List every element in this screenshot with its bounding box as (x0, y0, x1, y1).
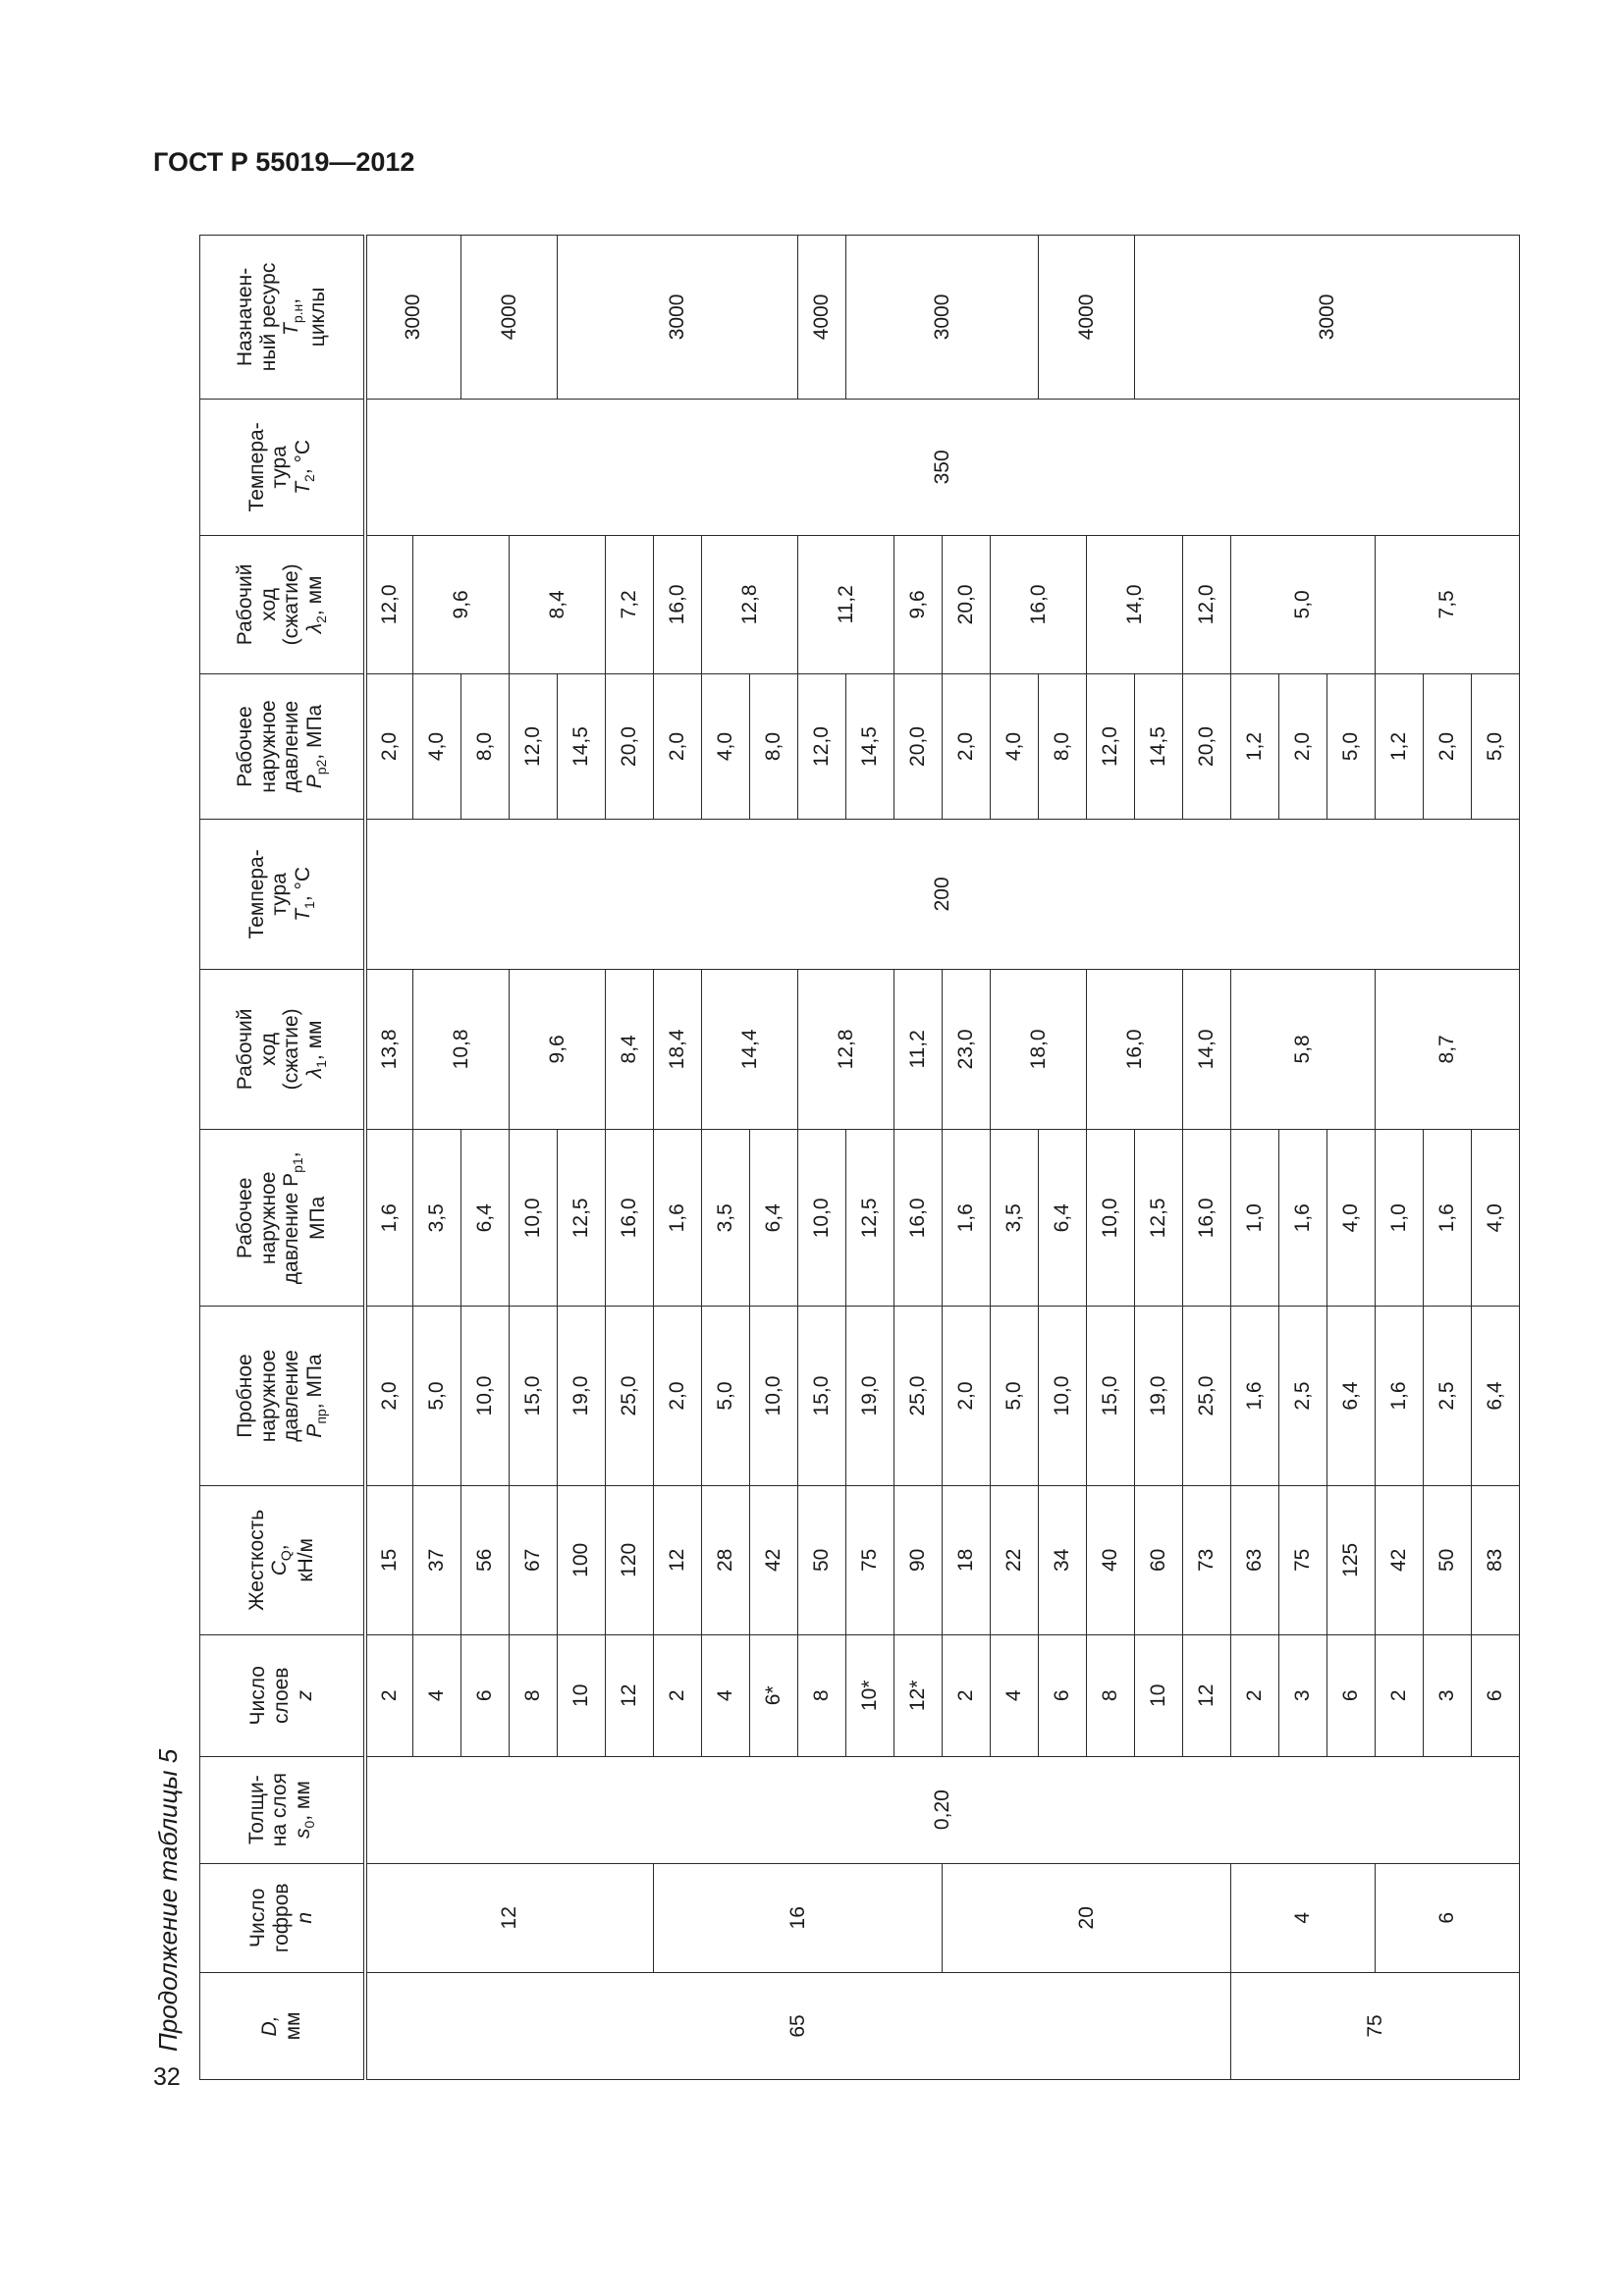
cell-d: 75 (1231, 1972, 1520, 2079)
cell-lambda1: 10,8 (413, 969, 510, 1130)
cell-lambda1: 18,0 (991, 969, 1087, 1130)
cell-c: 125 (1327, 1485, 1376, 1634)
cell-c: 100 (558, 1485, 606, 1634)
cell-pp2: 5,0 (1327, 673, 1376, 819)
cell-z: 8 (510, 1635, 558, 1757)
cell-c: 120 (606, 1485, 654, 1634)
cell-z: 10 (558, 1635, 606, 1757)
cell-pp1: 1,0 (1231, 1130, 1279, 1307)
cell-z: 2 (943, 1635, 991, 1757)
cell-c: 56 (461, 1485, 510, 1634)
cell-pp2: 20,0 (894, 673, 943, 819)
cell-ppr: 19,0 (846, 1307, 894, 1485)
cell-z: 3 (1424, 1635, 1472, 1757)
cell-ppr: 2,0 (654, 1307, 702, 1485)
cell-lambda2: 5,0 (1231, 535, 1376, 673)
cell-c: 22 (991, 1485, 1039, 1634)
cell-lambda1: 16,0 (1087, 969, 1183, 1130)
cell-z: 8 (1087, 1635, 1135, 1757)
cell-pp2: 14,5 (558, 673, 606, 819)
cell-pp2: 2,0 (1424, 673, 1472, 819)
cell-c: 34 (1039, 1485, 1087, 1634)
cell-ppr: 5,0 (413, 1307, 461, 1485)
cell-c: 15 (365, 1485, 413, 1634)
cell-pp1: 10,0 (510, 1130, 558, 1307)
cell-c: 12 (654, 1485, 702, 1634)
cell-pp1: 1,6 (943, 1130, 991, 1307)
cell-lambda2: 11,2 (798, 535, 894, 673)
cell-lambda1: 12,8 (798, 969, 894, 1130)
cell-z: 2 (1231, 1635, 1279, 1757)
header-temperature-1: Темпера- тура $T_1$, °С (200, 820, 365, 969)
cell-pp1: 4,0 (1472, 1130, 1520, 1307)
cell-lambda1: 14,4 (702, 969, 798, 1130)
cell-n: 16 (654, 1863, 943, 1972)
cell-ppr: 1,6 (1231, 1307, 1279, 1485)
cell-resource: 4000 (798, 236, 846, 400)
cell-ppr: 5,0 (991, 1307, 1039, 1485)
cell-pp1: 1,6 (1424, 1130, 1472, 1307)
cell-lambda2: 12,0 (365, 535, 413, 673)
cell-resource: 4000 (1039, 236, 1135, 400)
cell-z: 3 (1279, 1635, 1327, 1757)
cell-pp2: 12,0 (798, 673, 846, 819)
cell-z: 6* (750, 1635, 798, 1757)
cell-pp2: 2,0 (943, 673, 991, 819)
cell-z: 4 (413, 1635, 461, 1757)
cell-pp2: 20,0 (606, 673, 654, 819)
cell-z: 2 (1376, 1635, 1424, 1757)
cell-ppr: 2,0 (365, 1307, 413, 1485)
header-stiffness: Жесткость $C_Q$, кН/м (200, 1485, 365, 1634)
header-layers: Число слоев z (200, 1635, 365, 1757)
cell-c: 40 (1087, 1485, 1135, 1634)
cell-pp1: 6,4 (750, 1130, 798, 1307)
cell-pp1: 1,0 (1376, 1130, 1424, 1307)
cell-pp2: 4,0 (702, 673, 750, 819)
header-work-pressure-1: Рабочее наружное давление $P_{р1}$, МПа (200, 1130, 365, 1307)
cell-z: 6 (1472, 1635, 1520, 1757)
cell-pp2: 4,0 (413, 673, 461, 819)
cell-lambda2: 20,0 (943, 535, 991, 673)
cell-c: 60 (1135, 1485, 1183, 1634)
cell-lambda1: 8,4 (606, 969, 654, 1130)
header-temperature-2: Темпера- тура $T_2$, °С (200, 399, 365, 535)
header-stroke-1: Рабочий ход (сжатие) $\lambda_1$, мм (200, 969, 365, 1130)
cell-pp2: 1,2 (1376, 673, 1424, 819)
cell-pp2: 8,0 (1039, 673, 1087, 819)
cell-ppr: 6,4 (1327, 1307, 1376, 1485)
cell-c: 73 (1183, 1485, 1231, 1634)
cell-pp1: 1,6 (1279, 1130, 1327, 1307)
cell-ppr: 15,0 (1087, 1307, 1135, 1485)
cell-pp2: 20,0 (1183, 673, 1231, 819)
cell-resource: 3000 (558, 236, 798, 400)
header-corrugations: Число гофров n (200, 1863, 365, 1972)
cell-pp2: 5,0 (1472, 673, 1520, 819)
cell-lambda1: 13,8 (365, 969, 413, 1130)
cell-pp1: 16,0 (606, 1130, 654, 1307)
cell-lambda2: 16,0 (654, 535, 702, 673)
cell-pp1: 12,5 (558, 1130, 606, 1307)
cell-ppr: 10,0 (750, 1307, 798, 1485)
cell-pp2: 14,5 (846, 673, 894, 819)
cell-c: 42 (1376, 1485, 1424, 1634)
header-test-pressure: Пробное наружное давление $P_{пр}$, МПа (200, 1307, 365, 1485)
cell-resource: 3000 (1135, 236, 1520, 400)
cell-pp1: 1,6 (654, 1130, 702, 1307)
cell-z: 8 (798, 1635, 846, 1757)
cell-n: 12 (365, 1863, 654, 1972)
cell-pp1: 6,4 (461, 1130, 510, 1307)
cell-z: 2 (365, 1635, 413, 1757)
cell-lambda2: 16,0 (991, 535, 1087, 673)
cell-ppr: 15,0 (510, 1307, 558, 1485)
cell-lambda2: 7,2 (606, 535, 654, 673)
table-container (199, 235, 1507, 2080)
header-row (200, 236, 365, 2080)
cell-z: 12 (606, 1635, 654, 1757)
cell-pp2: 1,2 (1231, 673, 1279, 819)
cell-ppr: 2,5 (1424, 1307, 1472, 1485)
cell-n: 4 (1231, 1863, 1376, 1972)
cell-pp1: 16,0 (894, 1130, 943, 1307)
cell-n: 6 (1376, 1863, 1520, 1972)
cell-z: 10* (846, 1635, 894, 1757)
cell-pp1: 16,0 (1183, 1130, 1231, 1307)
cell-z: 10 (1135, 1635, 1183, 1757)
cell-c: 75 (1279, 1485, 1327, 1634)
header-d: D, мм (200, 1972, 365, 2079)
cell-ppr: 25,0 (1183, 1307, 1231, 1485)
cell-z: 6 (1327, 1635, 1376, 1757)
cell-c: 83 (1472, 1485, 1520, 1634)
cell-lambda1: 23,0 (943, 969, 991, 1130)
cell-pp1: 10,0 (798, 1130, 846, 1307)
cell-resource: 4000 (461, 236, 558, 400)
document-title: ГОСТ Р 55019—2012 (153, 147, 415, 177)
cell-s0: 0,20 (365, 1756, 1520, 1863)
cell-lambda2: 7,5 (1376, 535, 1520, 673)
cell-pp2: 2,0 (365, 673, 413, 819)
table-caption: Продолжение таблицы 5 (153, 1748, 183, 2052)
cell-pp1: 3,5 (702, 1130, 750, 1307)
cell-pp1: 4,0 (1327, 1130, 1376, 1307)
cell-ppr: 19,0 (1135, 1307, 1183, 1485)
cell-ppr: 2,5 (1279, 1307, 1327, 1485)
cell-pp1: 3,5 (991, 1130, 1039, 1307)
cell-lambda2: 8,4 (510, 535, 606, 673)
cell-pp1: 10,0 (1087, 1130, 1135, 1307)
cell-lambda1: 8,7 (1376, 969, 1520, 1130)
cell-pp2: 8,0 (750, 673, 798, 819)
header-layer-thickness: Толщи- на слоя $s_0$, мм (200, 1756, 365, 1863)
cell-c: 37 (413, 1485, 461, 1634)
cell-c: 90 (894, 1485, 943, 1634)
cell-resource: 3000 (365, 236, 461, 400)
cell-c: 18 (943, 1485, 991, 1634)
cell-pp2: 12,0 (510, 673, 558, 819)
cell-z: 6 (1039, 1635, 1087, 1757)
cell-pp2: 12,0 (1087, 673, 1135, 819)
cell-pp1: 1,6 (365, 1130, 413, 1307)
cell-pp1: 3,5 (413, 1130, 461, 1307)
cell-c: 67 (510, 1485, 558, 1634)
cell-lambda1: 9,6 (510, 969, 606, 1130)
cell-ppr: 25,0 (894, 1307, 943, 1485)
cell-z: 4 (702, 1635, 750, 1757)
cell-c: 50 (798, 1485, 846, 1634)
cell-ppr: 2,0 (943, 1307, 991, 1485)
cell-ppr: 1,6 (1376, 1307, 1424, 1485)
cell-t1: 200 (365, 820, 1520, 969)
cell-ppr: 10,0 (1039, 1307, 1087, 1485)
cell-c: 28 (702, 1485, 750, 1634)
cell-c: 75 (846, 1485, 894, 1634)
cell-pp2: 8,0 (461, 673, 510, 819)
cell-lambda2: 9,6 (413, 535, 510, 673)
table-row (365, 236, 413, 2080)
cell-pp1: 12,5 (1135, 1130, 1183, 1307)
cell-t2: 350 (365, 399, 1520, 535)
bellows-parameters-table (199, 235, 1520, 2080)
cell-pp2: 14,5 (1135, 673, 1183, 819)
cell-resource: 3000 (846, 236, 1039, 400)
cell-lambda1: 14,0 (1183, 969, 1231, 1130)
cell-pp2: 2,0 (654, 673, 702, 819)
cell-z: 4 (991, 1635, 1039, 1757)
cell-ppr: 19,0 (558, 1307, 606, 1485)
cell-n: 20 (943, 1863, 1231, 1972)
cell-z: 12* (894, 1635, 943, 1757)
header-work-pressure-2: Рабочее наружное давление $P_{р2}$, МПа (200, 673, 365, 819)
cell-z: 12 (1183, 1635, 1231, 1757)
cell-lambda1: 5,8 (1231, 969, 1376, 1130)
header-resource: Назначен- ный ресурс $T_{р.н}$, циклы (200, 236, 365, 400)
cell-z: 6 (461, 1635, 510, 1757)
cell-lambda1: 11,2 (894, 969, 943, 1130)
header-stroke-2: Рабочий ход (сжатие) $\lambda_2$, мм (200, 535, 365, 673)
cell-lambda1: 18,4 (654, 969, 702, 1130)
cell-ppr: 25,0 (606, 1307, 654, 1485)
cell-c: 42 (750, 1485, 798, 1634)
cell-z: 2 (654, 1635, 702, 1757)
cell-lambda2: 9,6 (894, 535, 943, 673)
cell-ppr: 15,0 (798, 1307, 846, 1485)
page-number: 32 (153, 2063, 181, 2091)
cell-d: 65 (365, 1972, 1231, 2079)
cell-lambda2: 14,0 (1087, 535, 1183, 673)
cell-pp2: 4,0 (991, 673, 1039, 819)
cell-pp1: 12,5 (846, 1130, 894, 1307)
cell-lambda2: 12,0 (1183, 535, 1231, 673)
cell-ppr: 6,4 (1472, 1307, 1520, 1485)
cell-ppr: 10,0 (461, 1307, 510, 1485)
cell-c: 50 (1424, 1485, 1472, 1634)
cell-lambda2: 12,8 (702, 535, 798, 673)
rotated-table-frame (199, 235, 1507, 2080)
cell-c: 63 (1231, 1485, 1279, 1634)
cell-pp1: 6,4 (1039, 1130, 1087, 1307)
cell-pp2: 2,0 (1279, 673, 1327, 819)
cell-ppr: 5,0 (702, 1307, 750, 1485)
